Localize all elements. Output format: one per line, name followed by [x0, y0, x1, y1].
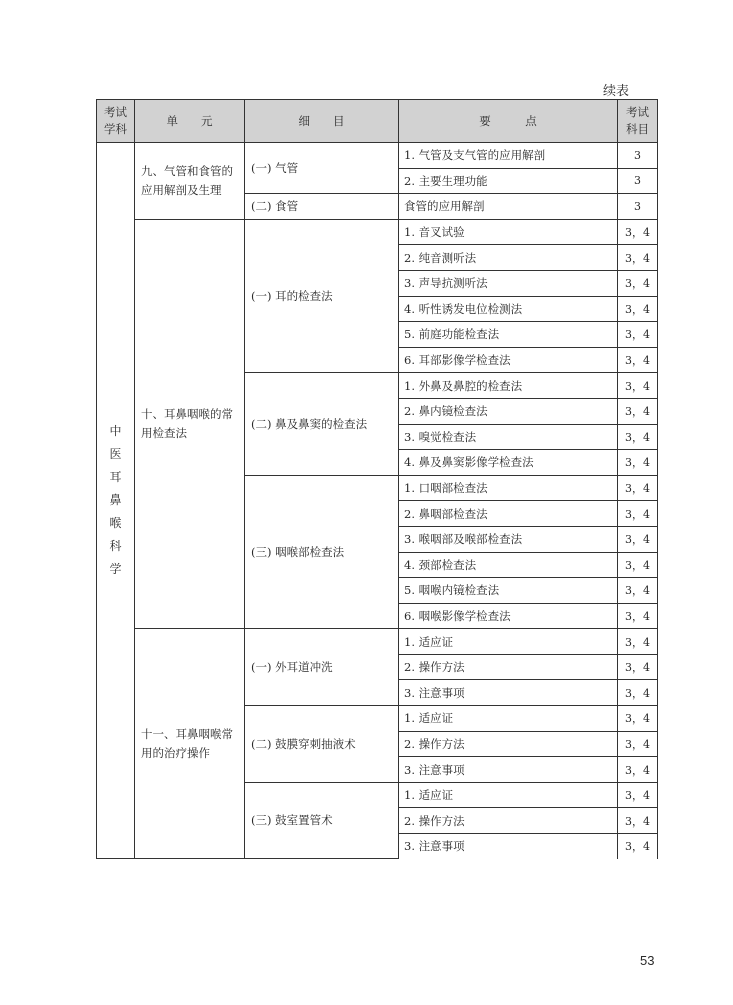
subject-code-cell: 3，4: [618, 219, 658, 245]
subject-code-cell: 3，4: [618, 322, 658, 348]
table-row: [97, 219, 658, 245]
subject-code-cell: 3，4: [618, 731, 658, 757]
subject-code-cell: 3，4: [618, 654, 658, 680]
point-cell: 5. 前庭功能检查法: [399, 322, 618, 348]
subject-code-cell: 3: [618, 168, 658, 194]
subject-char: 学: [109, 562, 122, 577]
header-unit: 单 元: [135, 100, 245, 143]
detail-cell: (一) 气管: [245, 143, 399, 194]
continued-table-label: 续表: [603, 84, 630, 99]
subject-code-cell: 3，4: [618, 347, 658, 373]
point-cell: 2. 纯音测听法: [399, 245, 618, 271]
point-cell: 1. 气管及支气管的应用解剖: [399, 143, 618, 169]
point-cell: 1. 音叉试验: [399, 219, 618, 245]
point-cell: 2. 操作方法: [399, 654, 618, 680]
point-cell: 6. 咽喉影像学检查法: [399, 603, 618, 629]
subject-code-cell: 3，4: [618, 296, 658, 322]
subject-char: 鼻: [109, 493, 122, 508]
subject-char: 喉: [109, 516, 122, 531]
subject-code-cell: 3，4: [618, 270, 658, 296]
header-points: 要 点: [399, 100, 618, 143]
subject-code-cell: 3: [618, 194, 658, 220]
point-cell: 5. 咽喉内镜检查法: [399, 578, 618, 604]
point-cell: 3. 喉咽部及喉部检查法: [399, 526, 618, 552]
point-cell: 1. 适应证: [399, 629, 618, 655]
point-cell: 1. 口咽部检查法: [399, 475, 618, 501]
subject-code-cell: 3，4: [618, 450, 658, 476]
detail-cell: (二) 鼻及鼻窦的检查法: [245, 373, 399, 475]
subject-code-cell: 3，4: [618, 603, 658, 629]
table-header-row: [97, 100, 658, 143]
point-cell: 3. 注意事项: [399, 680, 618, 706]
point-cell: 1. 外鼻及鼻腔的检查法: [399, 373, 618, 399]
detail-cell: (二) 食管: [245, 194, 399, 220]
unit-cell: 九、气管和食管的应用解剖及生理: [135, 143, 245, 220]
unit-cell: 十一、耳鼻咽喉常用的治疗操作: [135, 629, 245, 859]
subject-code-cell: 3，4: [618, 680, 658, 706]
detail-cell: (三) 鼓室置管术: [245, 782, 399, 858]
point-cell: 4. 听性诱发电位检测法: [399, 296, 618, 322]
syllabus-table: [96, 99, 658, 859]
subject-code-cell: 3，4: [618, 424, 658, 450]
point-cell: 6. 耳部影像学检查法: [399, 347, 618, 373]
subject-code-cell: 3，4: [618, 526, 658, 552]
header-detail: 细 目: [245, 100, 399, 143]
subject-code-cell: 3，4: [618, 398, 658, 424]
subject-code-cell: 3，4: [618, 782, 658, 808]
subject-code-cell: 3，4: [618, 808, 658, 834]
table-body: [97, 143, 658, 859]
subject-char: 科: [109, 539, 122, 554]
detail-cell: (二) 鼓膜穿刺抽液术: [245, 706, 399, 783]
subject-char: 中: [109, 424, 122, 439]
point-cell: 4. 颈部检查法: [399, 552, 618, 578]
point-cell: 2. 鼻内镜检查法: [399, 398, 618, 424]
subject-code-cell: 3，4: [618, 245, 658, 271]
subject-code-cell: 3: [618, 143, 658, 169]
subject-code-cell: 3，4: [618, 501, 658, 527]
detail-cell: (一) 外耳道冲洗: [245, 629, 399, 706]
point-cell: 2. 操作方法: [399, 731, 618, 757]
subject-char: 耳: [109, 470, 122, 485]
table-row: [97, 143, 658, 169]
subject-char: 医: [109, 447, 122, 462]
point-cell: 2. 鼻咽部检查法: [399, 501, 618, 527]
point-cell: 2. 主要生理功能: [399, 168, 618, 194]
subject-code-cell: 3，4: [618, 578, 658, 604]
subject-cell: [97, 143, 135, 859]
point-cell: 4. 鼻及鼻窦影像学检查法: [399, 450, 618, 476]
header-subject: 考试 学科: [97, 100, 135, 143]
detail-cell: (一) 耳的检查法: [245, 219, 399, 373]
table-row: [97, 629, 658, 655]
detail-cell: (三) 咽喉部检查法: [245, 475, 399, 629]
subject-code-cell: 3，4: [618, 629, 658, 655]
point-cell: 食管的应用解剖: [399, 194, 618, 220]
subject-code-cell: 3，4: [618, 834, 658, 859]
point-cell: 1. 适应证: [399, 706, 618, 732]
point-cell: 2. 操作方法: [399, 808, 618, 834]
subject-code-cell: 3，4: [618, 757, 658, 783]
point-cell: 3. 嗅觉检查法: [399, 424, 618, 450]
subject-code-cell: 3，4: [618, 552, 658, 578]
subject-code-cell: 3，4: [618, 706, 658, 732]
point-cell: 1. 适应证: [399, 782, 618, 808]
page-number: 53: [640, 953, 655, 968]
point-cell: 3. 注意事项: [399, 757, 618, 783]
point-cell: 3. 注意事项: [399, 834, 618, 859]
subject-code-cell: 3，4: [618, 475, 658, 501]
point-cell: 3. 声导抗测听法: [399, 270, 618, 296]
unit-cell: 十、耳鼻咽喉的常用检查法: [135, 219, 245, 629]
subject-code-cell: 3，4: [618, 373, 658, 399]
header-subject-code: 考试 科目: [618, 100, 658, 143]
